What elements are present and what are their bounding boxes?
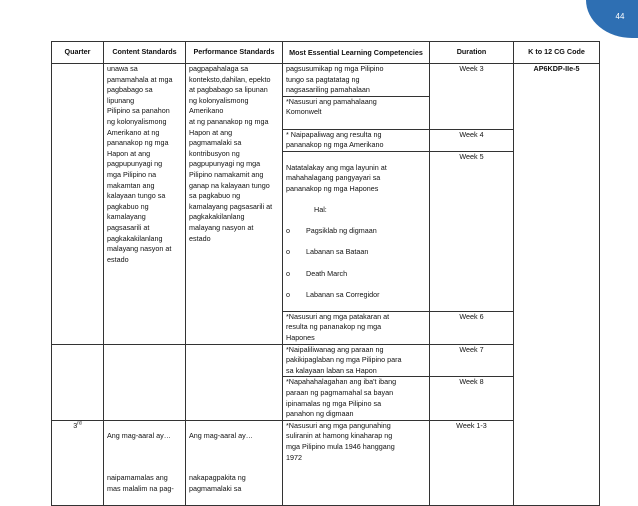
competency-cell: *Naipaliliwanag ang paraan ng pakikipaglaban ng mga Pilipino para sa kalayaan laban sa Hapon	[283, 344, 430, 377]
duration-cell: Week 7	[430, 344, 514, 377]
content-standard-cell: unawa sa pamamahala at mga pagbabago sa lipunang Pilipino sa panahon ng kolonyalismong Amerikano at ng pananakop ng mga Hapon at ang pagpupunyagi ng mga Pilipino na makamtan ang kalayaan tungo sa pagkabuo ng kamalayang pagsasarili at pagkakakilanlang malayang nasyon at estado	[104, 64, 186, 345]
spacer	[189, 453, 279, 463]
performance-standard-cell	[186, 344, 283, 420]
page-number: 44	[615, 11, 625, 21]
performance-text: nakapagpakita ng pagmamalaki sa	[189, 473, 246, 493]
header-quarter: Quarter	[52, 42, 104, 64]
quarter-cell	[52, 344, 104, 420]
header-content-standards: Content Standards	[104, 42, 186, 64]
header-cg-code: K to 12 CG Code	[514, 42, 600, 64]
list-item	[286, 269, 426, 280]
competency-cell: pagsusumikap ng mga Pilipino tungo sa pagtatatag ng nagsasariling pamahalaan	[283, 64, 430, 97]
bullet-mark: o	[286, 289, 290, 299]
duration-cell: Week 1-3	[430, 420, 514, 505]
bullet-mark: o	[286, 226, 290, 236]
content-standard-cell	[104, 420, 186, 505]
quarter-suffix: rd	[77, 420, 82, 427]
quarter-cell	[52, 420, 104, 505]
performance-intro: Ang mag-aaral ay…	[189, 431, 253, 441]
page-number-tab	[586, 0, 638, 38]
performance-standard-cell	[186, 420, 283, 505]
cg-code-cell: AP6KDP-IIe-5	[514, 64, 600, 506]
bullet-label: Death March	[306, 268, 348, 278]
content-intro: Ang mag-aaral ay…	[107, 431, 171, 441]
table-header-row	[52, 42, 600, 64]
competency-cell: *Napahahalagahan ang iba't ibang paraan ng pagmamahal sa bayan ipinamalas ng mga Pilipino sa panahon ng digmaan	[283, 377, 430, 420]
quarter-number: 3	[73, 420, 78, 430]
competency-cell: *Nasusuri ang mga patakaran at resulta ng pananakop ng mga Hapones	[283, 311, 430, 344]
example-label: Hal:	[314, 204, 327, 214]
bullet-label: Pagsiklab ng digmaan	[306, 226, 377, 236]
bullet-label: Labanan sa Bataan	[306, 247, 369, 257]
spacer	[107, 453, 182, 463]
header-duration: Duration	[430, 42, 514, 64]
header-melc: Most Essential Learning Competencies	[283, 42, 430, 64]
bullet-mark: o	[286, 268, 290, 278]
table-row	[52, 64, 600, 97]
competency-cell	[283, 151, 430, 311]
list-item	[286, 290, 426, 301]
competency-cell: *Nasusuri ang pamahalaang Komonwelt	[283, 96, 430, 129]
duration-cell: Week 3	[430, 64, 514, 130]
list-item	[286, 226, 426, 237]
competency-text: Natatalakay ang mga layunin at mahahalagang pangyayari sa pananakop ng mga Hapones	[286, 162, 387, 193]
duration-cell: Week 4	[430, 129, 514, 151]
bullet-mark: o	[286, 247, 290, 257]
duration-cell: Week 5	[430, 151, 514, 311]
performance-standard-cell: pagpapahalaga sa konteksto,dahilan, epekto at pagbabago sa lipunan ng kolonyalismong Amerikano at ng pananakop ng mga Hapon at ang pagmamalaki sa kontribusyon ng pagpupunyagi ng mga Pilipino namakamit ang ganap na kalayaan tungo sa pagkabuo ng kamalayang pagsasarili at pagkakakilanlang malayang nasyon at estado	[186, 64, 283, 345]
header-performance-standards: Performance Standards	[186, 42, 283, 64]
competency-cell: * Naipapaliwag ang resulta ng pananakop ng mga Amerikano	[283, 129, 430, 151]
quarter-cell	[52, 64, 104, 345]
bullet-label: Labanan sa Corregidor	[306, 289, 380, 299]
list-item	[286, 247, 426, 258]
competency-cell: *Nasusuri ang mga pangunahing suliranin at hamong kinaharap ng mga Pilipino mula 1946 hanggang 1972	[283, 420, 430, 505]
content-standard-cell	[104, 344, 186, 420]
duration-cell: Week 6	[430, 311, 514, 344]
curriculum-table	[51, 41, 600, 506]
duration-cell: Week 8	[430, 377, 514, 420]
content-text: naipamamalas ang mas malalim na pag-	[107, 473, 174, 493]
